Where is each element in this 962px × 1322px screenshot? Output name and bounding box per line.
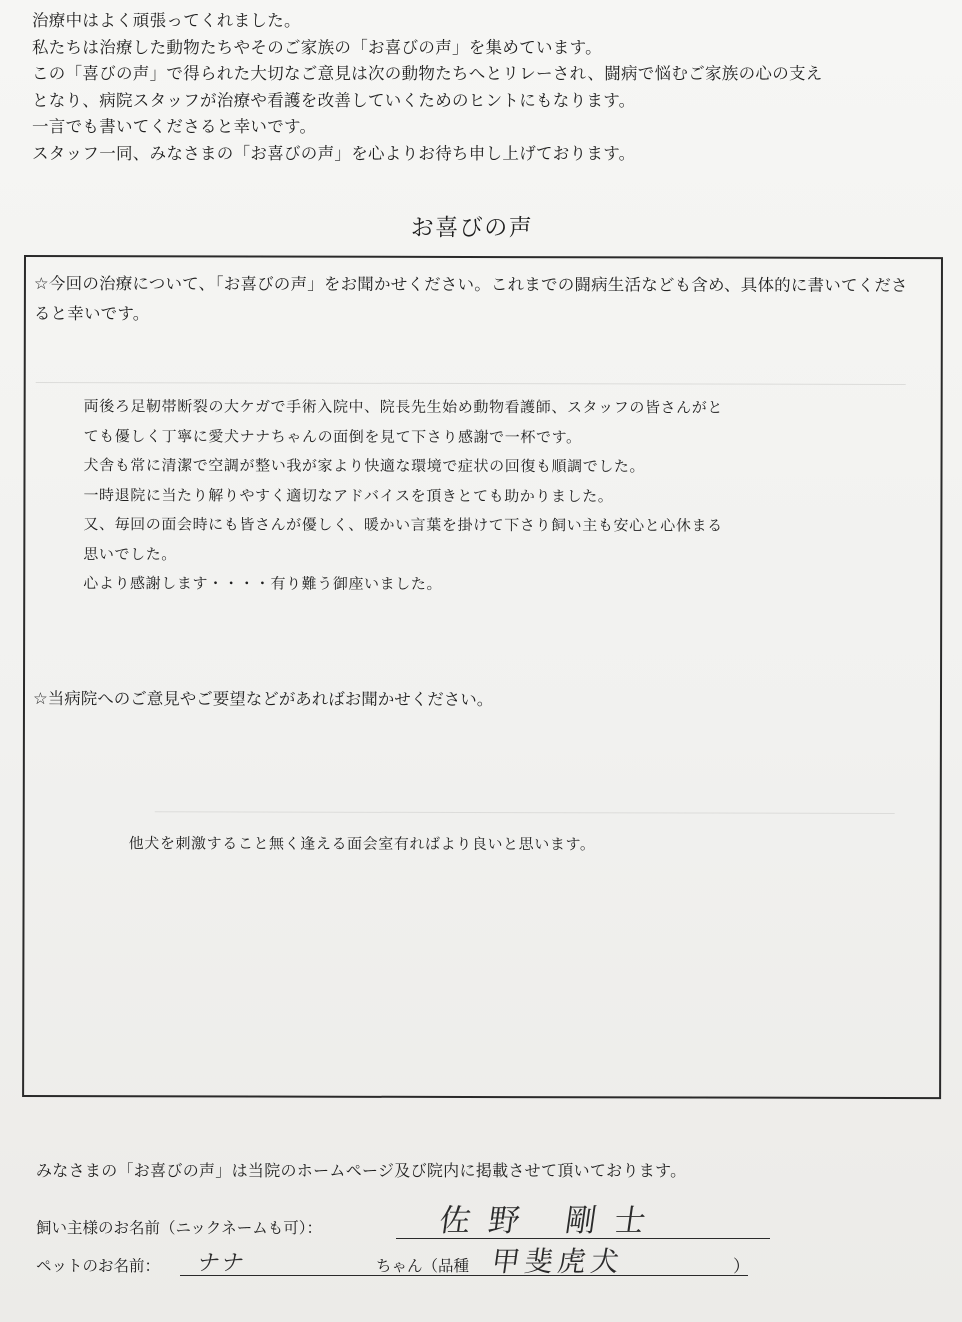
faint-divider	[155, 811, 895, 814]
owner-name-label: 飼い主様のお名前（ニックネームも可）：	[36, 1219, 322, 1237]
answer-line: 又、毎回の面会時にも皆さんが優しく、暖かい言葉を掛けて下さり飼い主も安心と心休まる	[83, 515, 723, 535]
answer-line: ても優しく丁寧に愛犬ナナちゃんの面倒を見て下さり感謝で一杯です。	[83, 426, 582, 446]
answer-line: 心より感謝します・・・・有り難う御座いました。	[83, 574, 443, 593]
answer-line: 一時退院に当たり解りやすく適切なアドバイスを頂きとても助かりました。	[83, 485, 614, 505]
intro-line: 一言でも書いてくださると幸いです。	[32, 117, 317, 137]
faint-divider	[36, 382, 906, 385]
intro-line: この「喜びの声」で得られた大切なご意見は次の動物たちへとリレーされ、闘病で悩むご家族の心の支え	[32, 64, 823, 84]
answer-line: 思いでした。	[83, 544, 177, 563]
intro-line: 治療中はよく頑張ってくれました。	[32, 11, 301, 30]
breed-close-paren: ）	[733, 1257, 750, 1277]
pet-name-label: ペットのお名前：	[36, 1257, 161, 1275]
owner-name-handwritten: 佐野 剛士	[436, 1203, 666, 1239]
publication-notice: みなさまの「お喜びの声」は当院のホームページ及び院内に掲載させて頂いております。	[36, 1161, 687, 1180]
question-treatment: ☆今回の治療について、「お喜びの声」をお聞かせください。これまでの闘病生活なども含め、具体的に書いてくださると幸いです。	[33, 274, 908, 324]
answer-treatment	[83, 392, 883, 600]
intro-line: 私たちは治療した動物たちやそのご家族の「お喜びの声」を集めています。	[32, 37, 602, 57]
answer-line: 両後ろ足靭帯断裂の大ケガで手術入院中、院長先生始め動物看護師、スタッフの皆さんがと	[83, 397, 723, 417]
pet-breed-handwritten: 甲斐虎犬	[489, 1245, 627, 1278]
pet-breed-label: ちゃん（品種	[376, 1257, 470, 1275]
intro-text	[32, 8, 942, 168]
question-requests: ☆当病院へのご意見やご要望などがあればお聞かせください。	[32, 689, 494, 710]
pet-name-handwritten: ナナ	[195, 1251, 248, 1276]
form-title: お喜びの声	[410, 215, 534, 241]
answer-requests: 他犬を刺激すること無く逢える面会室有ればより良いと思います。	[128, 834, 596, 854]
answer-line: 犬舎も常に清潔で空調が整い我が家より快適な環境で症状の回復も順調でした。	[83, 456, 646, 476]
intro-line: スタッフ一同、みなさまの「お喜びの声」を心よりお待ち申し上げております。	[32, 143, 636, 163]
feedback-box	[22, 255, 943, 1099]
intro-line: となり、病院スタッフが治療や看護を改善していくためのヒントにもなります。	[32, 90, 636, 110]
